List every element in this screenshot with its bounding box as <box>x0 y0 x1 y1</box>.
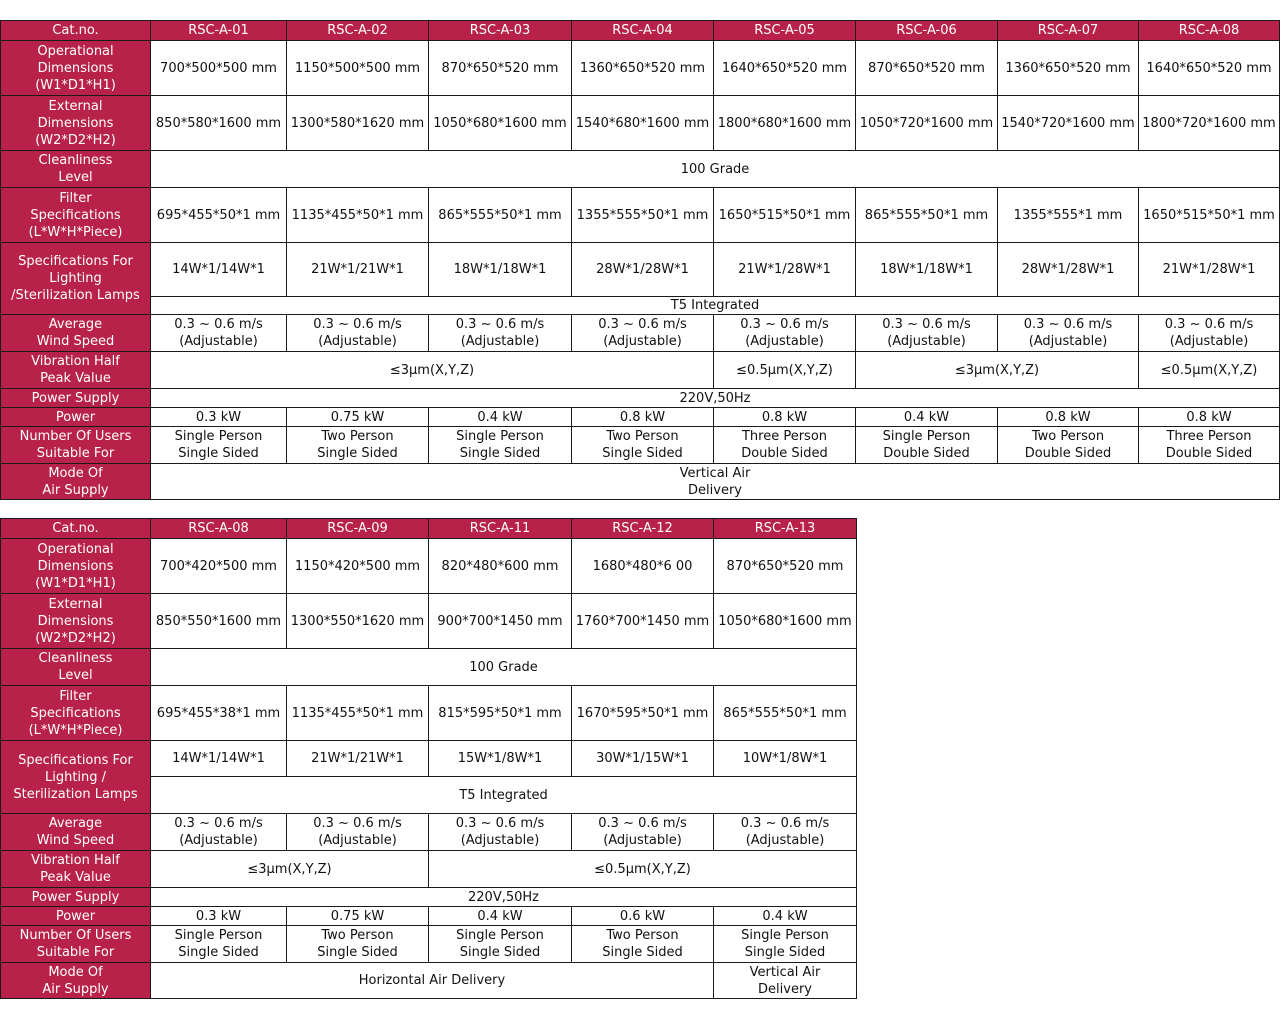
cell-value: 1355*555*50*1 mm <box>572 188 714 243</box>
lamp-note: T5 Integrated <box>151 777 857 814</box>
cell-value: 30W*1/15W*1 <box>572 741 714 777</box>
cell-value: 870*650*520 mm <box>856 41 998 96</box>
catalog-number: RSC-A-01 <box>151 21 287 41</box>
cell-value: 10W*1/8W*1 <box>714 741 857 777</box>
header-row <box>1 21 1280 41</box>
catalog-number: RSC-A-06 <box>856 21 998 41</box>
cell-value: Two Person Single Sided <box>287 926 429 963</box>
lamp-note: T5 Integrated <box>151 297 1280 315</box>
cell-value: 1135*455*50*1 mm <box>287 188 429 243</box>
cell-value: 0.3 ~ 0.6 m/s (Adjustable) <box>287 315 429 352</box>
air-supply-row <box>1 963 857 999</box>
operational-dimensions-row <box>1 41 1280 96</box>
lamp-note-row <box>1 297 1280 315</box>
users-row <box>1 926 857 963</box>
cell-value: 820*480*600 mm <box>429 539 572 594</box>
row-label-filter-specs: Filter Specifications (L*W*H*Piece) <box>1 188 151 243</box>
catalog-number: RSC-A-11 <box>429 519 572 539</box>
cell-value: 1050*680*1600 mm <box>714 594 857 649</box>
cell-value: 1680*480*6 00 <box>572 539 714 594</box>
cell-value: 1360*650*520 mm <box>998 41 1139 96</box>
row-label-wind-speed: Average Wind Speed <box>1 315 151 352</box>
cell-value: 0.6 kW <box>572 907 714 926</box>
vibration-value: ≤3μm(X,Y,Z) <box>856 352 1139 389</box>
cell-value: 1300*550*1620 mm <box>287 594 429 649</box>
row-label-air-supply: Mode Of Air Supply <box>1 963 151 999</box>
vibration-value: ≤0.5μm(X,Y,Z) <box>1139 352 1280 389</box>
row-label-cleanliness: Cleanliness Level <box>1 151 151 188</box>
operational-dimensions-row <box>1 539 857 594</box>
row-label-vibration: Vibration Half Peak Value <box>1 352 151 389</box>
row-label-vibration: Vibration Half Peak Value <box>1 851 151 888</box>
cell-value: 1300*580*1620 mm <box>287 96 429 151</box>
cell-value: 0.3 ~ 0.6 m/s (Adjustable) <box>1139 315 1280 352</box>
cell-value: 1650*515*50*1 mm <box>714 188 856 243</box>
cell-value: 0.3 ~ 0.6 m/s (Adjustable) <box>151 315 287 352</box>
row-label-users: Number Of Users Suitable For <box>1 926 151 963</box>
cell-value: 0.3 ~ 0.6 m/s (Adjustable) <box>856 315 998 352</box>
cell-value: Two Person Single Sided <box>572 427 714 464</box>
cell-value: 1640*650*520 mm <box>714 41 856 96</box>
cell-value: 1760*700*1450 mm <box>572 594 714 649</box>
cell-value: 0.3 ~ 0.6 m/s (Adjustable) <box>287 814 429 851</box>
catalog-number: RSC-A-09 <box>287 519 429 539</box>
catalog-number: RSC-A-12 <box>572 519 714 539</box>
cell-value: 0.75 kW <box>287 907 429 926</box>
cell-value: 0.3 ~ 0.6 m/s (Adjustable) <box>151 814 287 851</box>
row-label-lamps: Specifications For Lighting /Sterilization Lamps <box>1 243 151 315</box>
cell-value: 15W*1/8W*1 <box>429 741 572 777</box>
external-dimensions-row <box>1 96 1280 151</box>
cell-value: 695*455*38*1 mm <box>151 686 287 741</box>
cell-value: Single Person Double Sided <box>856 427 998 464</box>
filter-specs-row <box>1 188 1280 243</box>
cell-value: 0.3 kW <box>151 408 287 427</box>
cell-value: 1800*680*1600 mm <box>714 96 856 151</box>
cell-value: Single Person Single Sided <box>151 427 287 464</box>
cat-no-label: Cat.no. <box>1 21 151 41</box>
air-supply-value: Horizontal Air Delivery <box>151 963 714 999</box>
cleanliness-value: 100 Grade <box>151 649 857 686</box>
catalog-number: RSC-A-04 <box>572 21 714 41</box>
cell-value: 28W*1/28W*1 <box>572 243 714 297</box>
cell-value: 0.3 ~ 0.6 m/s (Adjustable) <box>572 814 714 851</box>
filter-specs-row <box>1 686 857 741</box>
cell-value: Three Person Double Sided <box>1139 427 1280 464</box>
cell-value: 0.3 ~ 0.6 m/s (Adjustable) <box>572 315 714 352</box>
cell-value: 850*580*1600 mm <box>151 96 287 151</box>
cell-value: 1640*650*520 mm <box>1139 41 1280 96</box>
cell-value: 0.3 ~ 0.6 m/s (Adjustable) <box>429 315 572 352</box>
row-label-filter-specs: Filter Specifications (L*W*H*Piece) <box>1 686 151 741</box>
vibration-value: ≤3μm(X,Y,Z) <box>151 851 429 888</box>
cell-value: Two Person Double Sided <box>998 427 1139 464</box>
cell-value: 865*555*50*1 mm <box>856 188 998 243</box>
cleanliness-row <box>1 151 1280 188</box>
cell-value: 0.8 kW <box>714 408 856 427</box>
cell-value: 0.4 kW <box>429 408 572 427</box>
vibration-row <box>1 352 1280 389</box>
cell-value: Single Person Single Sided <box>429 427 572 464</box>
cell-value: Single Person Single Sided <box>429 926 572 963</box>
cell-value: 0.3 ~ 0.6 m/s (Adjustable) <box>714 814 857 851</box>
cell-value: 1150*500*500 mm <box>287 41 429 96</box>
cell-value: 1050*720*1600 mm <box>856 96 998 151</box>
row-label-external-dimensions: External Dimensions (W2*D2*H2) <box>1 594 151 649</box>
cat-no-label: Cat.no. <box>1 519 151 539</box>
row-label-external-dimensions: External Dimensions (W2*D2*H2) <box>1 96 151 151</box>
vibration-value: ≤3μm(X,Y,Z) <box>151 352 714 389</box>
cell-value: 1540*680*1600 mm <box>572 96 714 151</box>
cell-value: 0.4 kW <box>856 408 998 427</box>
cell-value: 0.75 kW <box>287 408 429 427</box>
cell-value: 700*420*500 mm <box>151 539 287 594</box>
cell-value: Two Person Single Sided <box>572 926 714 963</box>
cell-value: 1360*650*520 mm <box>572 41 714 96</box>
lamps-row <box>1 741 857 777</box>
row-label-lamps: Specifications For Lighting / Sterilization Lamps <box>1 741 151 814</box>
row-label-operational-dimensions: Operational Dimensions (W1*D1*H1) <box>1 539 151 594</box>
row-label-air-supply: Mode Of Air Supply <box>1 464 151 500</box>
power-supply-row <box>1 888 857 907</box>
external-dimensions-row <box>1 594 857 649</box>
cell-value: Single Person Single Sided <box>714 926 857 963</box>
row-label-wind-speed: Average Wind Speed <box>1 814 151 851</box>
cell-value: 865*555*50*1 mm <box>429 188 572 243</box>
cell-value: 695*455*50*1 mm <box>151 188 287 243</box>
row-label-users: Number Of Users Suitable For <box>1 427 151 464</box>
cell-value: 1670*595*50*1 mm <box>572 686 714 741</box>
power-supply-row <box>1 389 1280 408</box>
cell-value: 865*555*50*1 mm <box>714 686 857 741</box>
cell-value: 700*500*500 mm <box>151 41 287 96</box>
cell-value: 0.8 kW <box>572 408 714 427</box>
spec-table-2 <box>0 518 857 999</box>
cell-value: 0.4 kW <box>714 907 857 926</box>
cell-value: 28W*1/28W*1 <box>998 243 1139 297</box>
cell-value: 14W*1/14W*1 <box>151 243 287 297</box>
catalog-number: RSC-A-13 <box>714 519 857 539</box>
catalog-number: RSC-A-08 <box>1139 21 1280 41</box>
row-label-cleanliness: Cleanliness Level <box>1 649 151 686</box>
lamps-row <box>1 243 1280 297</box>
air-supply-row <box>1 464 1280 500</box>
cell-value: Single Person Single Sided <box>151 926 287 963</box>
cell-value: 21W*1/28W*1 <box>1139 243 1280 297</box>
cell-value: 815*595*50*1 mm <box>429 686 572 741</box>
row-label-power-supply: Power Supply <box>1 888 151 907</box>
row-label-operational-dimensions: Operational Dimensions (W1*D1*H1) <box>1 41 151 96</box>
catalog-number: RSC-A-07 <box>998 21 1139 41</box>
row-label-power: Power <box>1 907 151 926</box>
row-label-power: Power <box>1 408 151 427</box>
catalog-number: RSC-A-03 <box>429 21 572 41</box>
cell-value: Three Person Double Sided <box>714 427 856 464</box>
cell-value: 0.3 ~ 0.6 m/s (Adjustable) <box>714 315 856 352</box>
users-row <box>1 427 1280 464</box>
cell-value: 1355*555*1 mm <box>998 188 1139 243</box>
power-row <box>1 907 857 926</box>
header-row <box>1 519 857 539</box>
catalog-number: RSC-A-02 <box>287 21 429 41</box>
wind-speed-row <box>1 814 857 851</box>
spec-table-1 <box>0 20 1280 500</box>
cell-value: 0.3 ~ 0.6 m/s (Adjustable) <box>998 315 1139 352</box>
cell-value: 850*550*1600 mm <box>151 594 287 649</box>
cell-value: 0.3 ~ 0.6 m/s (Adjustable) <box>429 814 572 851</box>
air-supply-value: Vertical Air Delivery <box>714 963 857 999</box>
cell-value: 21W*1/21W*1 <box>287 243 429 297</box>
cell-value: 0.3 kW <box>151 907 287 926</box>
cell-value: 1540*720*1600 mm <box>998 96 1139 151</box>
vibration-value: ≤0.5μm(X,Y,Z) <box>714 352 856 389</box>
cleanliness-row <box>1 649 857 686</box>
cell-value: 1050*680*1600 mm <box>429 96 572 151</box>
cell-value: 14W*1/14W*1 <box>151 741 287 777</box>
cell-value: 900*700*1450 mm <box>429 594 572 649</box>
cell-value: 1800*720*1600 mm <box>1139 96 1280 151</box>
cell-value: 18W*1/18W*1 <box>429 243 572 297</box>
cell-value: 870*650*520 mm <box>714 539 857 594</box>
cell-value: 870*650*520 mm <box>429 41 572 96</box>
cell-value: 0.4 kW <box>429 907 572 926</box>
cell-value: 1135*455*50*1 mm <box>287 686 429 741</box>
cell-value: 1650*515*50*1 mm <box>1139 188 1280 243</box>
cell-value: 0.8 kW <box>998 408 1139 427</box>
vibration-row <box>1 851 857 888</box>
power-supply-value: 220V,50Hz <box>151 389 1280 408</box>
air-supply-value: Vertical Air Delivery <box>151 464 1280 500</box>
wind-speed-row <box>1 315 1280 352</box>
cell-value: 21W*1/21W*1 <box>287 741 429 777</box>
cell-value: 1150*420*500 mm <box>287 539 429 594</box>
cell-value: 18W*1/18W*1 <box>856 243 998 297</box>
power-row <box>1 408 1280 427</box>
catalog-number: RSC-A-08 <box>151 519 287 539</box>
cleanliness-value: 100 Grade <box>151 151 1280 188</box>
cell-value: 21W*1/28W*1 <box>714 243 856 297</box>
power-supply-value: 220V,50Hz <box>151 888 857 907</box>
vibration-value: ≤0.5μm(X,Y,Z) <box>429 851 857 888</box>
cell-value: 0.8 kW <box>1139 408 1280 427</box>
cell-value: Two Person Single Sided <box>287 427 429 464</box>
catalog-number: RSC-A-05 <box>714 21 856 41</box>
row-label-power-supply: Power Supply <box>1 389 151 408</box>
